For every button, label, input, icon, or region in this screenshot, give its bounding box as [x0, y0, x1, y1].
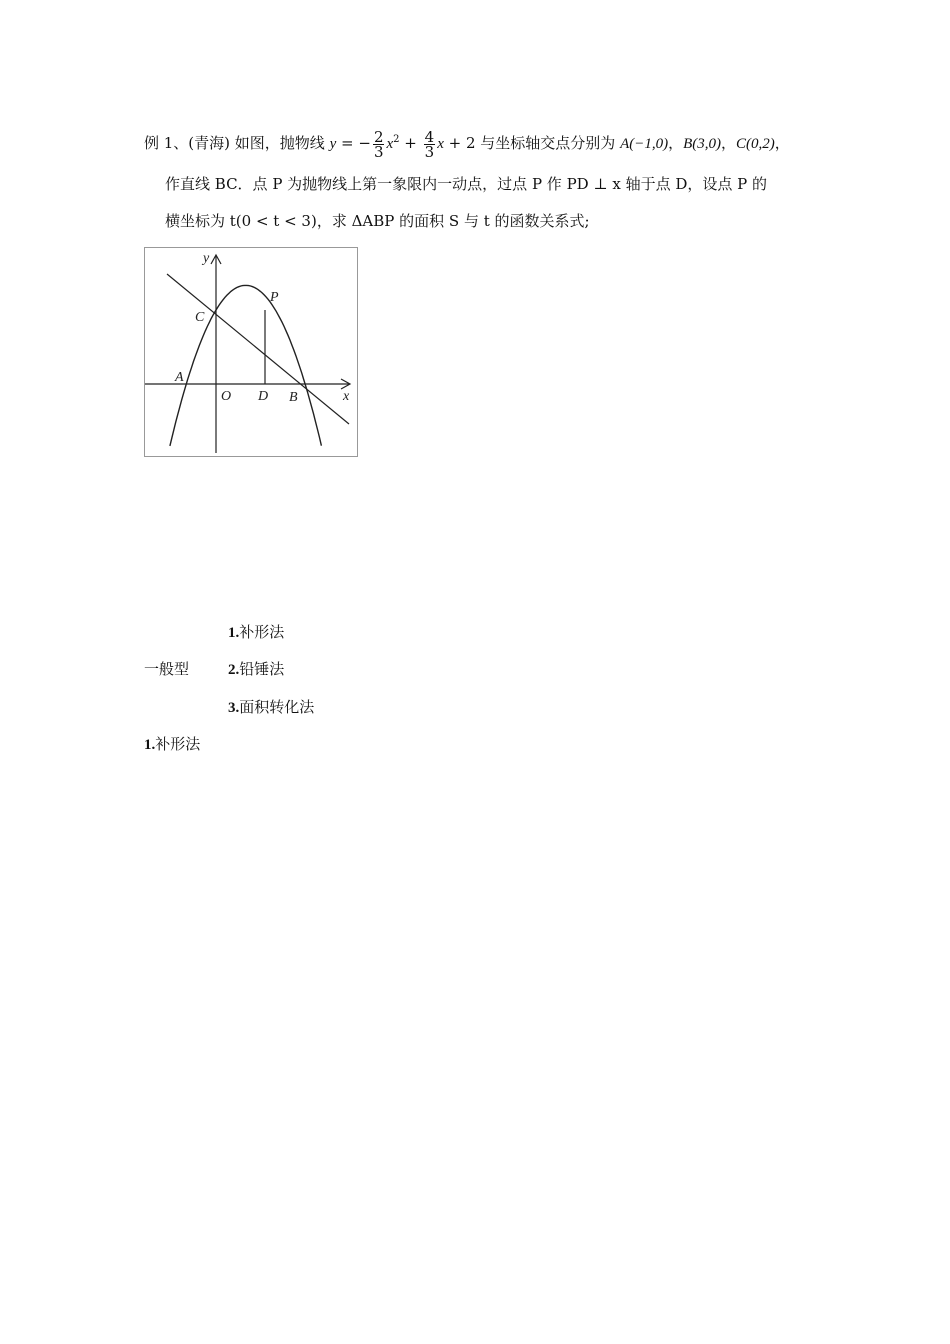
- method-3-number: 3.: [228, 700, 240, 716]
- label-y: y: [203, 251, 210, 266]
- method-2-text: 铅锤法: [239, 660, 285, 678]
- problem-prefix: 例 1、(青海) 如图，抛物线: [144, 134, 325, 152]
- label-o: O: [221, 389, 232, 404]
- eq-y: y: [329, 136, 337, 152]
- label-x: x: [343, 389, 350, 404]
- method-1-text: 补形法: [239, 623, 285, 641]
- section-heading: [144, 733, 200, 755]
- fraction-4-3: $\frac{4}{3}$: [424, 127, 435, 161]
- eq-x-squared: x: [386, 136, 394, 152]
- label-p: P: [270, 290, 279, 305]
- problem-line-2: 作直线 BC．点 P 为抛物线上第一象限内一动点，过点 P 作 PD ⊥ x 轴于点 D，设点 P 的: [165, 175, 767, 193]
- problem-line-1: 例 1、(青海) 如图，抛物线 y = − $\frac{2}{3}$ $x^2$ + $\frac{4}{3}$ x + 2 与坐标轴交点分别为 A(−1,0)，B(3,0)，C(0,2)，: [144, 127, 790, 161]
- eq-tail: + 2: [443, 134, 476, 152]
- parabola-curve: [170, 285, 322, 446]
- eq-equals: = −: [336, 134, 371, 152]
- eq-x: x: [437, 136, 444, 152]
- label-b: B: [289, 390, 298, 405]
- section-heading-number: 1.: [144, 737, 156, 753]
- label-a: A: [175, 370, 184, 385]
- method-3-text: 面积转化法: [239, 698, 315, 716]
- point-c-coord: C(0,2): [736, 136, 775, 152]
- eq-exponent: 2: [393, 134, 400, 145]
- fraction-2-3: $\frac{2}{3}$: [373, 127, 384, 161]
- problem-line-3: 横坐标为 t(0 < t < 3)，求 ΔABP 的面积 S 与 t 的函数关系式;: [165, 212, 590, 230]
- point-a-coord: A(−1,0): [620, 136, 669, 152]
- method-item-3: [228, 696, 314, 718]
- method-category: 一般型: [144, 660, 190, 678]
- method-1-number: 1.: [228, 625, 240, 641]
- parabola-figure: [144, 247, 358, 457]
- method-item-1: [228, 621, 284, 643]
- eq-plus: +: [399, 134, 422, 152]
- section-heading-text: 补形法: [155, 735, 201, 753]
- method-2-number: 2.: [228, 662, 240, 678]
- point-b-coord: B(3,0): [683, 136, 722, 152]
- label-c: C: [195, 310, 205, 325]
- label-d: D: [258, 389, 269, 404]
- method-item-2: [228, 658, 284, 680]
- problem-line1-mid: 与坐标轴交点分别为: [475, 134, 621, 152]
- figure-svg: [145, 248, 357, 456]
